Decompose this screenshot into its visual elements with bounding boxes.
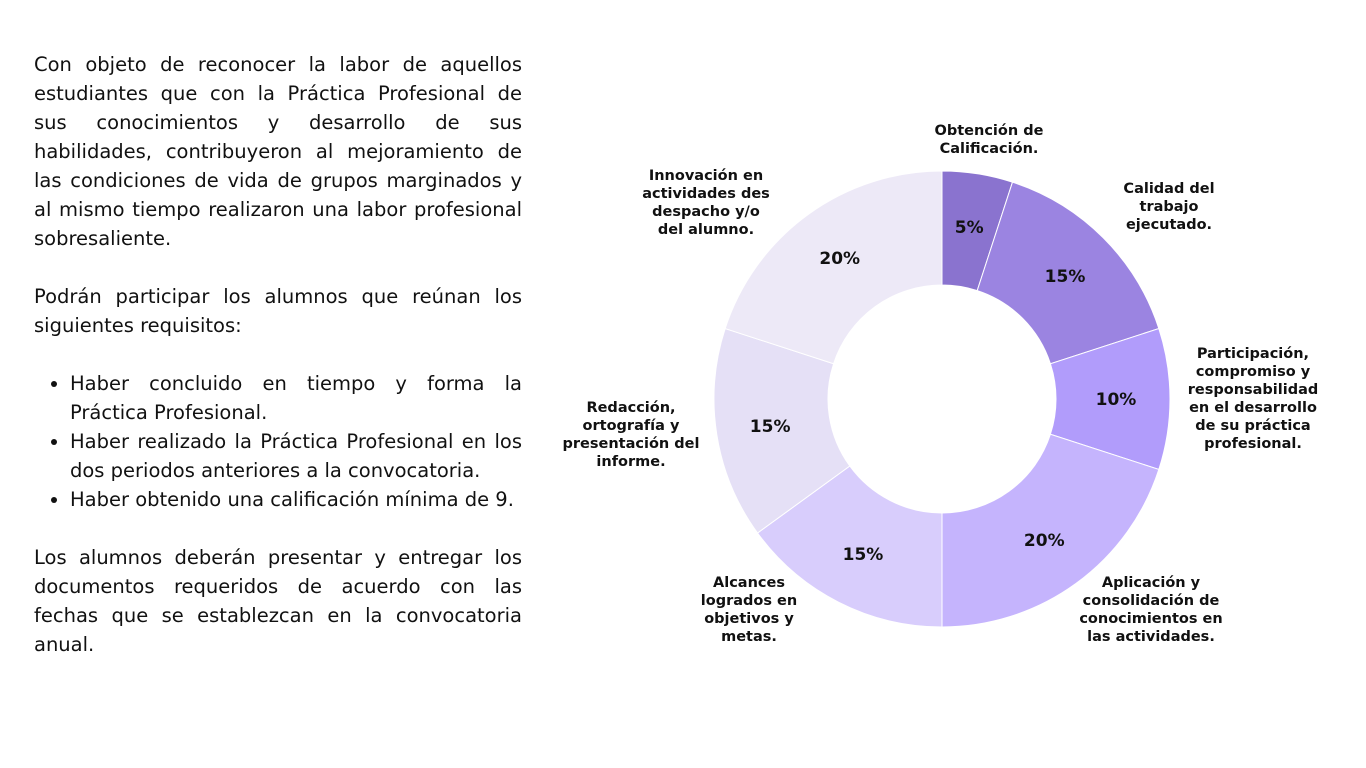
category-label-line: presentación del xyxy=(562,436,700,452)
slice-category-label xyxy=(1079,575,1222,645)
intro-paragraph: Con objeto de reconocer la labor de aquellos estudiantes que con la Práctica Profesional de sus conocimientos y desarrollo de sus habilidades, contribuyeron al mejoramiento de las condiciones de vida de grupos marginados y al mismo tiempo realizaron una labor profesional sobresaliente. xyxy=(34,53,522,250)
requirement-item: • Haber obtenido una calificación mínima de 9. xyxy=(70,485,522,514)
slice-value-label: 20% xyxy=(1023,530,1065,551)
slice-value-label: 15% xyxy=(749,417,791,438)
category-label-line: consolidación de xyxy=(1082,593,1220,609)
slice-category-label xyxy=(642,168,770,238)
category-label-line: Alcances xyxy=(713,575,785,591)
category-label-line: las actividades. xyxy=(1087,629,1215,645)
slice-category-label xyxy=(1188,346,1319,452)
category-label-line: Calidad del xyxy=(1123,181,1215,197)
category-label-line: Participación, xyxy=(1196,346,1310,362)
category-label-line: Calificación. xyxy=(939,141,1039,157)
category-label-line: logrados en xyxy=(700,593,798,609)
category-label-line: trabajo xyxy=(1139,199,1199,215)
slice-value-label: 10% xyxy=(1095,390,1137,410)
category-label-line: Obtención de xyxy=(934,123,1044,139)
category-label-line: informe. xyxy=(596,454,666,470)
slice-value-label: 15% xyxy=(1044,266,1086,287)
category-label-line: metas. xyxy=(721,629,777,645)
category-label-line: en el desarrollo xyxy=(1189,400,1317,416)
category-label-line: Innovación en xyxy=(648,168,764,184)
requirement-item: • Haber realizado la Práctica Profesional en los dos periodos anteriores a la convocatoria. xyxy=(70,427,522,485)
category-label-line: compromiso y xyxy=(1195,364,1311,380)
category-label-line: de su práctica xyxy=(1195,418,1311,434)
slice-category-label xyxy=(935,123,1044,157)
requirement-item: • Haber concluido en tiempo y forma la Práctica Profesional. xyxy=(70,369,522,427)
category-label-line: ejecutado. xyxy=(1125,217,1213,233)
slice-category-label xyxy=(563,400,700,470)
slice-value-label: 20% xyxy=(819,249,861,270)
category-label-line: objetivos y xyxy=(704,611,794,627)
slice-category-label xyxy=(701,575,797,645)
category-label-line: despacho y/o xyxy=(652,204,760,220)
requirements-intro: Podrán participar los alumnos que reúnan los siguientes requisitos: xyxy=(34,285,522,337)
category-label-line: conocimientos en xyxy=(1079,611,1223,627)
category-label-line: del alumno. xyxy=(657,222,755,238)
category-label-line: actividades des xyxy=(642,186,770,202)
category-label-line: Aplicación y xyxy=(1101,575,1201,591)
category-label-line: ortografía y xyxy=(582,418,680,434)
slice-value-label: 15% xyxy=(842,545,884,566)
slice-value-label: 5% xyxy=(954,218,984,239)
slice-category-label xyxy=(1123,181,1214,233)
closing-paragraph: Los alumnos deberán presentar y entregar los documentos requeridos de acuerdo con las fechas que se establezcan en la convocatoria anual. xyxy=(34,546,522,656)
category-label-line: responsabilidad xyxy=(1187,382,1319,398)
category-label-line: profesional. xyxy=(1204,436,1302,452)
category-label-line: Redacción, xyxy=(586,400,676,416)
